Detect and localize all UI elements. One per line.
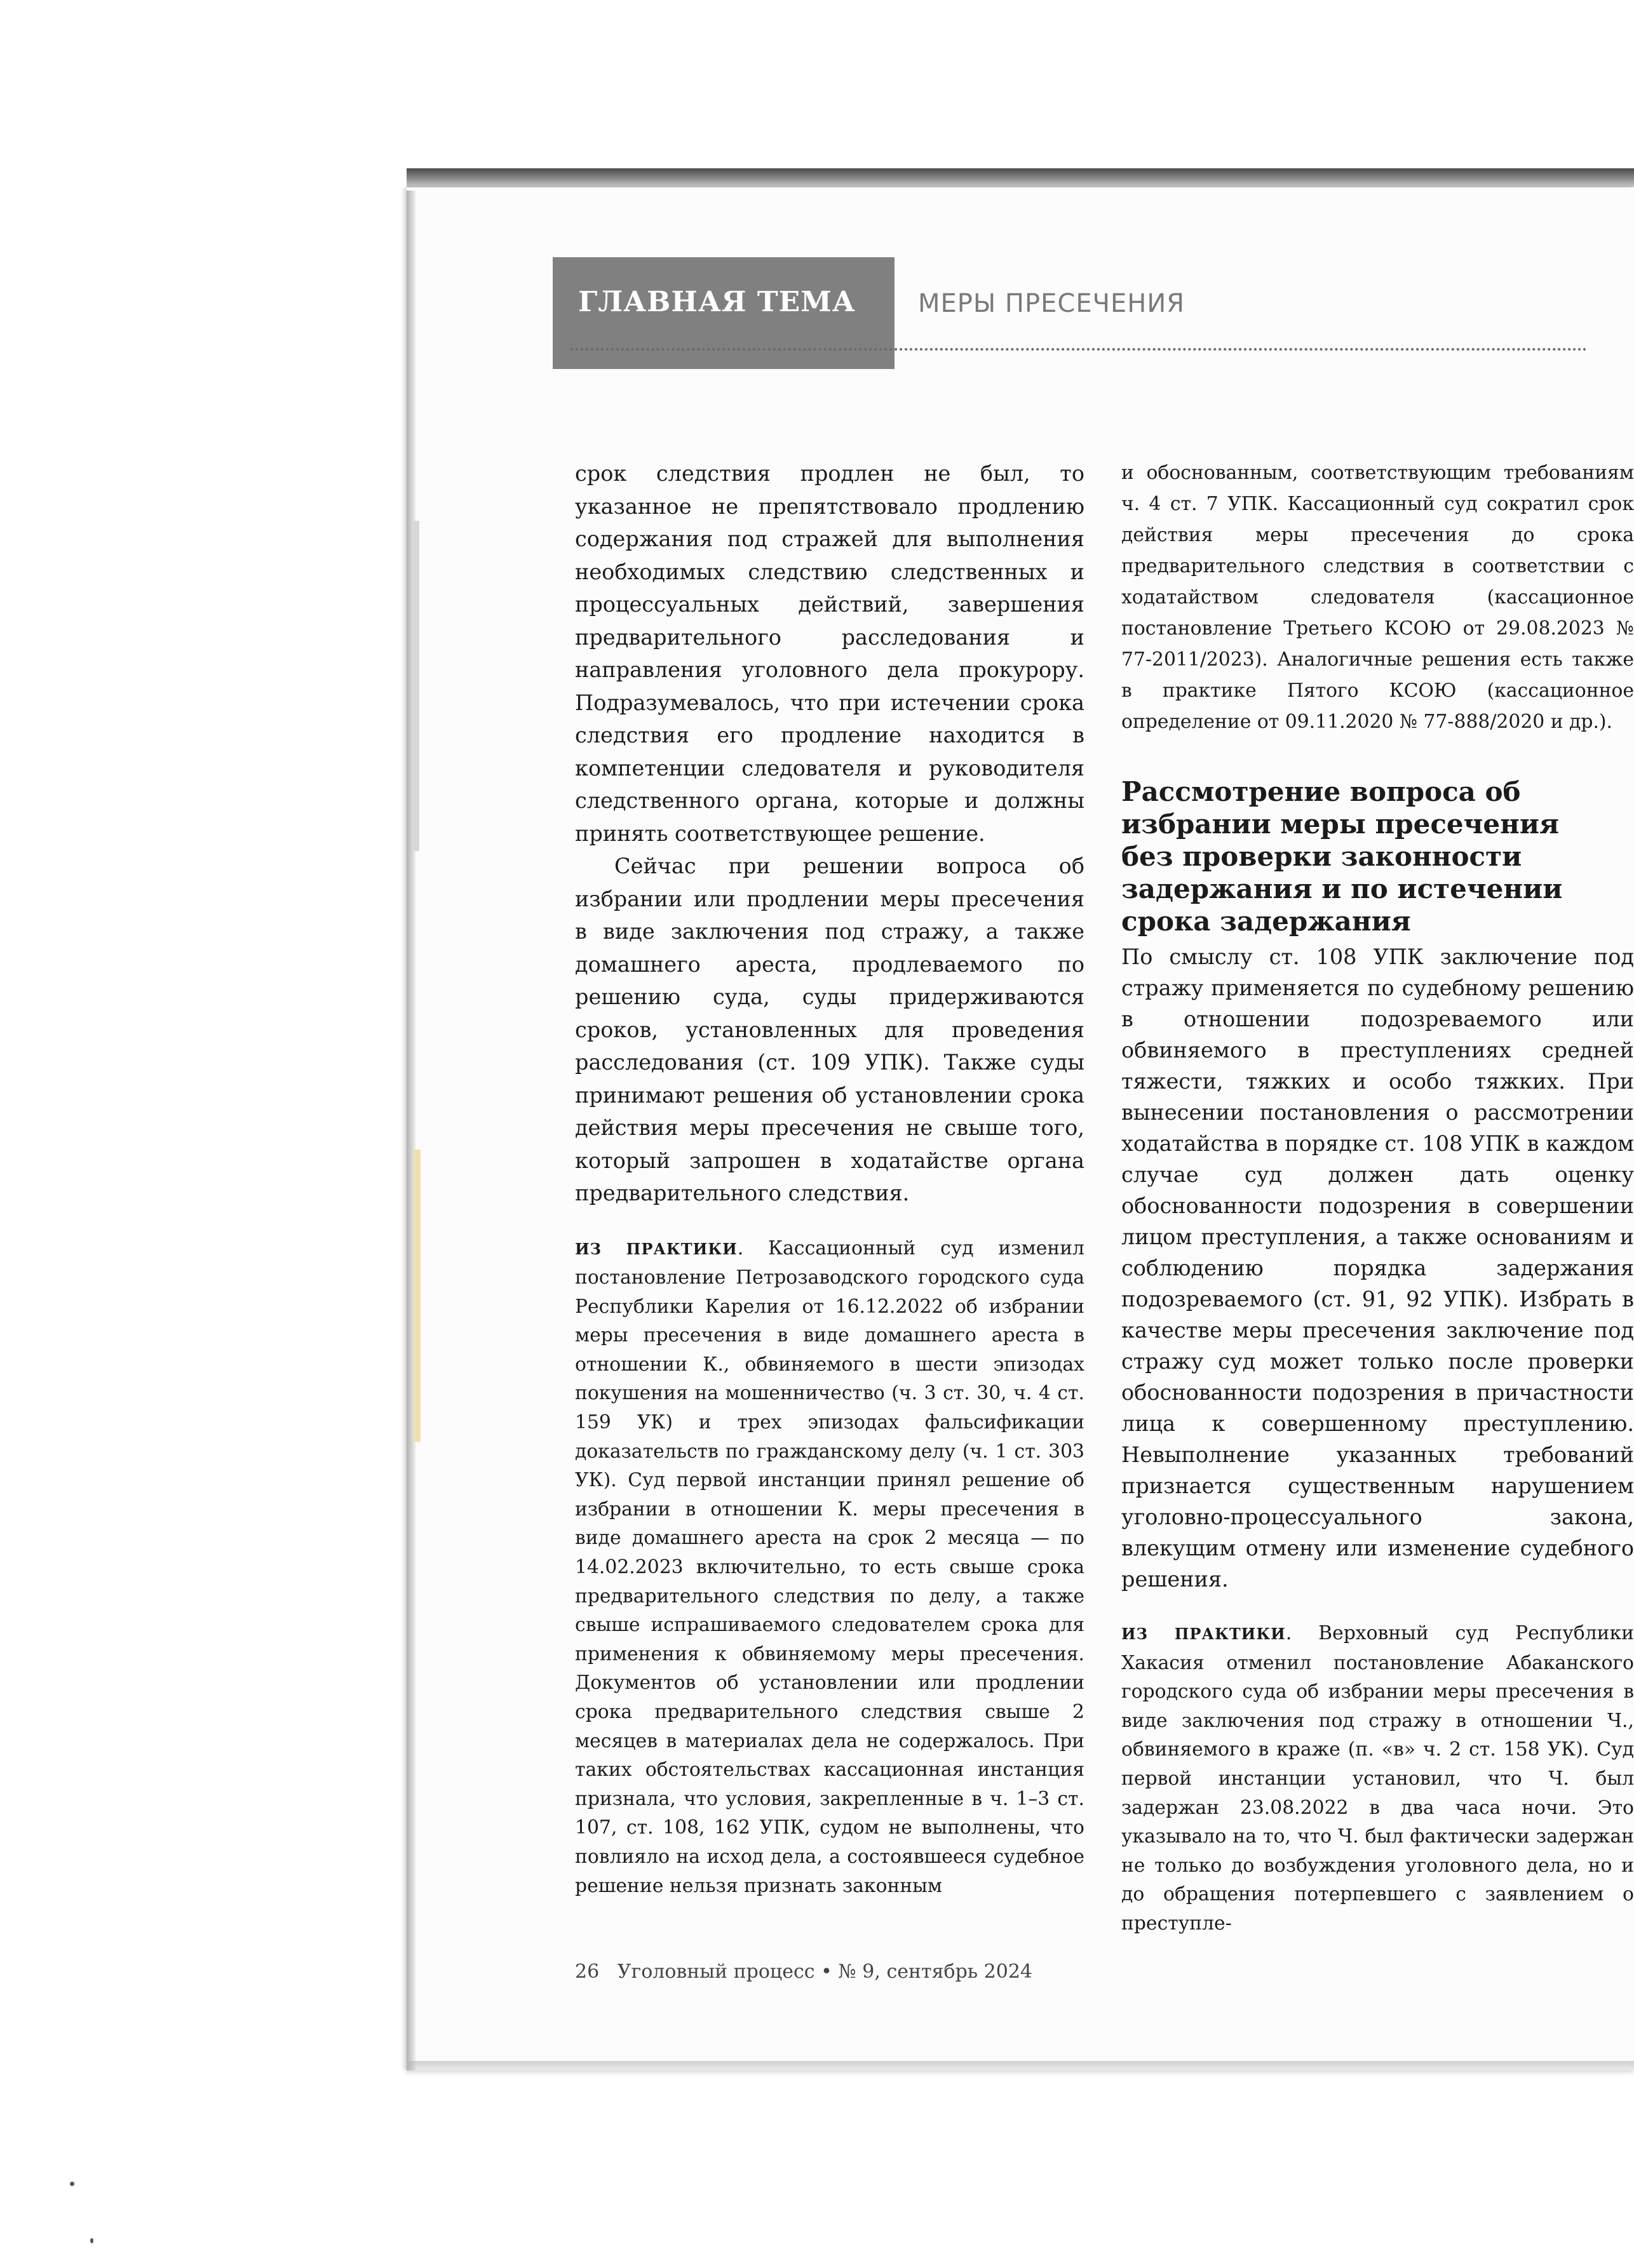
page-spine-shadow — [407, 191, 415, 2070]
topic-title: МЕРЫ ПРЕСЕЧЕНИЯ — [918, 289, 1185, 318]
right-paragraph-1: и обоснованным, соответствующим требованиям ч. 4 ст. 7 УПК. Кассационный суд сократил срок действия меры пресечения до срока предварительного следствия в соответствии с ходатайством следователя (кассационное постановление Третьего КСОЮ от 29.08.2023 № 77-2011/2023). Аналогичные решения есть также в практике Пятого КСОЮ (кассационное определение от 09.11.2020 № 77-888/2020 и др.). — [1121, 462, 1634, 733]
right-practice-block — [1121, 1619, 1634, 1938]
left-practice-block — [575, 1234, 1084, 1901]
section-title: ГЛАВНАЯ ТЕМА — [578, 286, 856, 318]
edge-mark-yellow — [413, 1150, 421, 1442]
page-footer: 26 Уголовный процесс • № 9, сентябрь 2024 — [575, 1961, 1032, 1983]
right-column — [1121, 457, 1634, 1938]
scan-speck — [90, 2238, 93, 2243]
left-paragraph-2: Сейчас при решении вопроса об избрании или продлении меры пресечения в виде заключения под стражу, а также домашнего ареста, продлеваемого по решению суда, суды придерживаются сроков, установленных для проведения расследования (ст. 109 УПК). Также суды принимают решения об установлении срока действия меры пресечения не свыше того, который запрошен в ходатайстве органа предварительного следствия. — [575, 854, 1084, 1205]
practice-text: . Кассационный суд изменил постановление Петрозаводского городского суда Республики Карелия от 16.12.2022 об избрании меры пресечения в виде домашнего ареста в отношении К., обвиняемого в шести эпизодах покушения на мошенничество (ч. 3 ст. 30, ч. 4 ст. 159 УК) и трех эпизодах фальсификации доказательств по гражданскому делу (ч. 1 ст. 303 УК). Суд первой инстанции принял решение об избрании в отношении К. меры пресечения в виде домашнего ареста на срок 2 месяца — по 14.02.2023 включительно, то есть свыше срока предварительного следствия по делу, а также свыше испрашиваемого следователем срока для применения к обвиняемому меры пресечения. Документов об установлении или продлении срока предварительного следствия свыше 2 месяцев в материалах дела не содержалось. При таких обстоятельствах кассационная инстанция признала, что условия, закрепленные в ч. 1–3 ст. 107, ст. 108, 162 УПК, судом не выполнены, что повлияло на исход дела, а состоявшееся судебное решение нельзя признать законным — [575, 1237, 1084, 1897]
practice-label: ИЗ ПРАКТИКИ — [1121, 1625, 1286, 1643]
left-paragraph-1: срок следствия продлен не был, то указанное не препятствовало продлению содержания под стражей для выполнения необходимых следствию следственных и процессуальных действий, завершения предварительного расследования и направления уголовного дела прокурору. Подразумевалось, что при истечении срока следствия его продление находится в компетенции следователя и руководителя следственного органа, которые и должны принять соответствующее решение. — [575, 461, 1084, 846]
journal-name: Уголовный процесс — [617, 1961, 815, 1983]
header-dotted-rule — [571, 348, 1587, 351]
right-paragraph-2: По смыслу ст. 108 УПК заключение под стражу применяется по судебному решению в отношении подозреваемого или обвиняемого в преступлениях средней тяжести, тяжких и особо тяжких. При вынесении постановления о рассмотрении ходатайства в порядке ст. 108 УПК в каждом случае суд должен дать оценку обоснованности подозрения в совершении лицом преступления, а также основаниям и соблюдению порядка задержания подозреваемого (ст. 91, 92 УПК). Избрать в качестве меры пресечения заключение под стражу суд может только после проверки обоснованности подозрения в причастности лица к совершенному преступлению. Невыполнение указанных требований признается существенным нарушением уголовно-процессуального закона, влекущим отмену или изменение судебного решения. — [1121, 944, 1634, 1592]
scan-speck — [70, 2182, 74, 2186]
practice-label: ИЗ ПРАКТИКИ — [575, 1239, 738, 1258]
issue-info: № 9, сентябрь 2024 — [838, 1961, 1032, 1983]
scan-bottom-edge — [407, 2061, 1634, 2077]
subsection-heading: Рассмотрение вопроса об избрании меры пресечения без проверки законности задержания и по истечении срока задержания — [1121, 776, 1563, 937]
page-number: 26 — [575, 1961, 600, 1983]
edge-mark-gray — [413, 521, 419, 851]
practice-text: . Верховный суд Республики Хакасия отменил постановление Абаканского городского суда об избрании меры пресечения в виде заключения под стражу в отношении Ч., обвиняемого в краже (п. «в» ч. 2 ст. 158 УК). Суд первой инстанции установил, что Ч. был задержан 23.08.2022 в два часа ночи. Это указывало на то, что Ч. был фактически задержан не только до возбуждения уголовного дела, но и до обращения потерпевшего с заявлением о преступле- — [1121, 1622, 1634, 1935]
left-column — [575, 457, 1084, 1900]
